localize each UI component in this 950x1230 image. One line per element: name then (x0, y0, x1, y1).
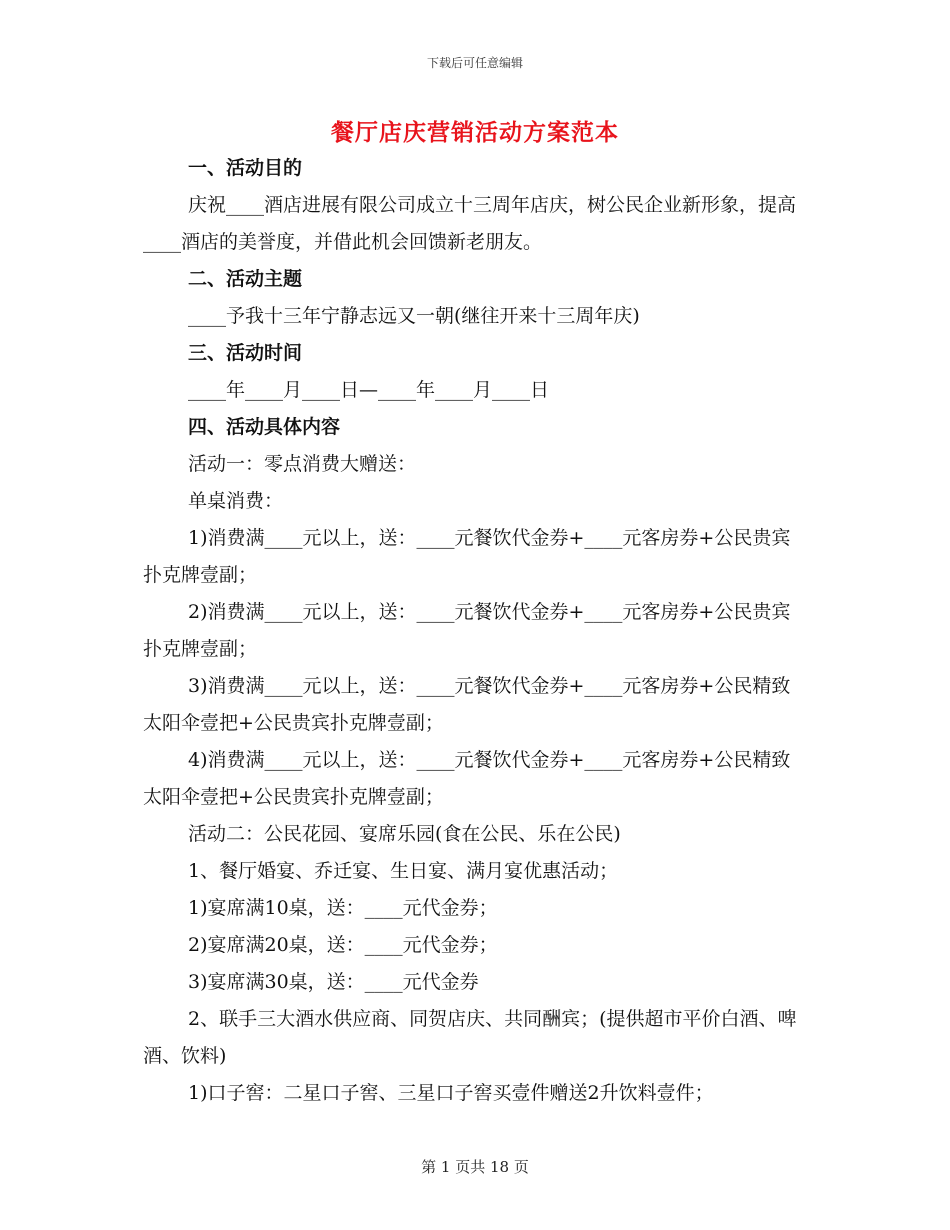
header-note: 下载后可任意编辑 (426, 56, 523, 70)
list-item: 3)消费满____元以上，送：____元餐饮代金券+____元客房券+公民精致太阳伞壹把+公民贵宾扑克牌壹副； (143, 675, 791, 734)
section-heading-purpose: 一、活动目的 (188, 157, 303, 179)
paragraph-theme: ____予我十三年宁静志远又一朝(继往开来十三周年庆) (188, 305, 640, 327)
list-item: 1)消费满____元以上，送：____元餐饮代金券+____元客房券+公民贵宾扑克牌壹副； (143, 527, 791, 586)
section-heading-content: 四、活动具体内容 (188, 416, 341, 438)
page-number: 第 1 页共 18 页 (421, 1158, 529, 1176)
paragraph-suppliers: 2、联手三大酒水供应商、同贺店庆、共同酬宾；(提供超市平价白酒、啤酒、饮料) (143, 1008, 797, 1067)
section-heading-time: 三、活动时间 (188, 342, 303, 364)
activity-two-title: 活动二：公民花园、宴席乐园(食在公民、乐在公民) (188, 823, 621, 845)
list-item: 2)宴席满20桌，送：____元代金券； (188, 934, 498, 956)
paragraph-time: ____年____月____日—____年____月____日 (188, 379, 550, 401)
activity-one-subtitle: 单桌消费： (188, 490, 284, 512)
list-item: 3)宴席满30桌，送：____元代金券 (188, 971, 479, 993)
activity-one-title: 活动一：零点消费大赠送： (188, 453, 417, 475)
paragraph-banquet: 1、餐厅婚宴、乔迁宴、生日宴、满月宴优惠活动； (188, 860, 619, 882)
list-item: 1)口子窖：二星口子窖、三星口子窖买壹件赠送2升饮料壹件； (188, 1082, 714, 1104)
list-item: 2)消费满____元以上，送：____元餐饮代金券+____元客房券+公民贵宾扑克牌壹副； (143, 601, 791, 660)
list-item: 4)消费满____元以上，送：____元餐饮代金券+____元客房券+公民精致太阳伞壹把+公民贵宾扑克牌壹副； (143, 749, 791, 808)
document-title: 餐厅店庆营销活动方案范本 (331, 119, 619, 146)
section-heading-theme: 二、活动主题 (188, 268, 303, 290)
paragraph-purpose: 庆祝____酒店进展有限公司成立十三周年店庆，树公民企业新形象，提高____酒店的美誉度，并借此机会回馈新老朋友。 (143, 194, 797, 253)
list-item: 1)宴席满10桌，送：____元代金券； (188, 897, 498, 919)
document-body (143, 150, 803, 1112)
